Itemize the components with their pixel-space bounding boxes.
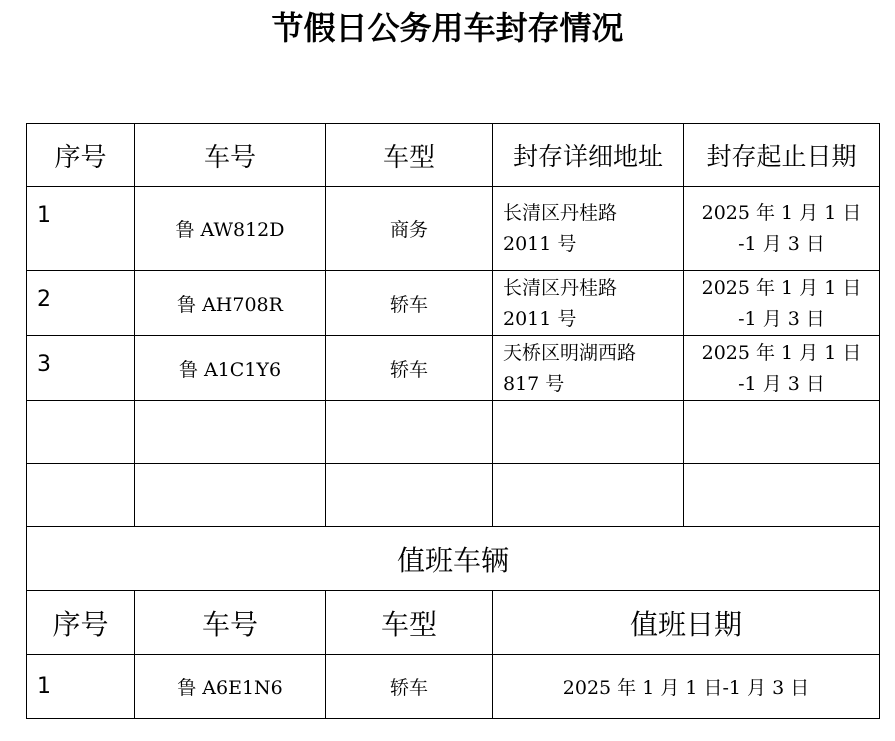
table-row <box>27 271 880 336</box>
date-line: -1 月 3 日 <box>738 373 825 395</box>
date-line: -1 月 3 日 <box>738 308 825 330</box>
header-type: 车型 <box>326 124 493 187</box>
table-row <box>27 187 880 271</box>
duty-header-index: 序号 <box>27 591 135 655</box>
header-date-range: 封存起止日期 <box>684 124 880 187</box>
row-type: 轿车 <box>326 336 493 401</box>
address-line: 817 号 <box>503 373 565 395</box>
row-type: 商务 <box>326 187 493 271</box>
duty-row <box>27 655 880 719</box>
row-address <box>493 336 684 401</box>
table-row <box>27 336 880 401</box>
duty-row-plate: 鲁 A6E1N6 <box>135 655 326 719</box>
duty-section-title: 值班车辆 <box>27 527 880 591</box>
row-address <box>493 187 684 271</box>
duty-row-type: 轿车 <box>326 655 493 719</box>
duty-header-type: 车型 <box>326 591 493 655</box>
header-address: 封存详细地址 <box>493 124 684 187</box>
row-plate: 鲁 A1C1Y6 <box>135 336 326 401</box>
empty-cell <box>684 464 880 527</box>
sealed-header-row <box>27 124 880 187</box>
address-line: 天桥区明湖西路 <box>503 342 637 364</box>
row-type: 轿车 <box>326 271 493 336</box>
empty-cell <box>493 464 684 527</box>
date-line: -1 月 3 日 <box>738 233 825 255</box>
row-plate: 鲁 AH708R <box>135 271 326 336</box>
row-index: 2 <box>27 271 135 336</box>
empty-cell <box>27 401 135 464</box>
address-line: 长清区丹桂路 <box>503 277 618 299</box>
empty-cell <box>326 401 493 464</box>
header-plate: 车号 <box>135 124 326 187</box>
row-plate: 鲁 AW812D <box>135 187 326 271</box>
empty-row <box>27 464 880 527</box>
duty-section-row <box>27 527 880 591</box>
empty-cell <box>326 464 493 527</box>
row-index: 3 <box>27 336 135 401</box>
empty-cell <box>135 464 326 527</box>
empty-cell <box>135 401 326 464</box>
date-line: 2025 年 1 月 1 日 <box>701 202 862 224</box>
row-date <box>684 336 880 401</box>
empty-cell <box>493 401 684 464</box>
empty-cell <box>684 401 880 464</box>
date-line: 2025 年 1 月 1 日 <box>701 277 862 299</box>
address-line: 长清区丹桂路 <box>503 202 618 224</box>
address-line: 2011 号 <box>503 308 577 330</box>
vehicle-table <box>26 123 880 719</box>
duty-header-row <box>27 591 880 655</box>
row-address <box>493 271 684 336</box>
row-date <box>684 271 880 336</box>
address-line: 2011 号 <box>503 233 577 255</box>
date-line: 2025 年 1 月 1 日 <box>701 342 862 364</box>
header-index: 序号 <box>27 124 135 187</box>
duty-header-date: 值班日期 <box>493 591 880 655</box>
page-title: 节假日公务用车封存情况 <box>271 9 624 47</box>
row-index: 1 <box>27 187 135 271</box>
empty-cell <box>27 464 135 527</box>
duty-row-index: 1 <box>27 655 135 719</box>
empty-row <box>27 401 880 464</box>
row-date <box>684 187 880 271</box>
duty-row-date: 2025 年 1 月 1 日-1 月 3 日 <box>493 655 880 719</box>
duty-header-plate: 车号 <box>135 591 326 655</box>
